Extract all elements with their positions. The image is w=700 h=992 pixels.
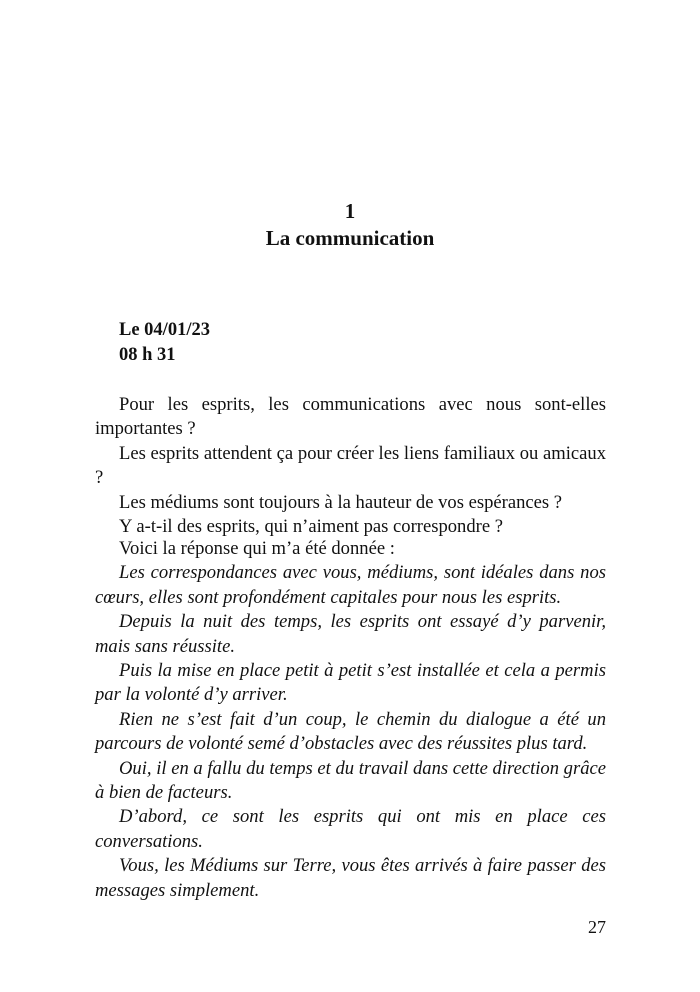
answer-paragraph: D’abord, ce sont les esprits qui ont mis en place ces conversations.	[95, 806, 606, 852]
answer-paragraph: Depuis la nuit des temps, les esprits ont essayé d’y parvenir, mais sans réussite.	[95, 611, 606, 657]
answer-paragraph: Vous, les Médiums sur Terre, vous êtes arrivés à faire passer des messages simplement.	[95, 855, 606, 901]
question: Les médiums sont toujours à la hauteur de vos espérances ?	[119, 491, 563, 513]
question: Y a-t-il des esprits, qui n’aiment pas correspondre ?	[119, 516, 503, 538]
page-number: 27	[588, 917, 606, 937]
question: Pour les esprits, les communications avec nous sont-elles importantes ?	[95, 394, 606, 440]
answer-intro: Voici la réponse qui m’a été donnée :	[119, 538, 395, 559]
answer-paragraph: Puis la mise en place petit à petit s’est installée et cela a permis par la volonté d’y arriver.	[95, 660, 606, 706]
question: Les esprits attendent ça pour créer les liens familiaux ou amicaux ?	[95, 442, 606, 489]
answer-paragraph: Les correspondances avec vous, médiums, sont idéales dans nos cœurs, elles sont profondément capitales pour nous les esprits.	[95, 562, 606, 608]
entry-time: 08 h 31	[119, 345, 176, 365]
answer-paragraph: Oui, il en a fallu du temps et du travail dans cette direction grâce à bien de facteurs.	[95, 757, 606, 804]
answer-paragraph: Rien ne s’est fait d’un coup, le chemin du dialogue a été un parcours de volonté semé d’obstacles avec des réussites plus tard.	[95, 708, 606, 755]
questions	[95, 393, 606, 539]
chapter-title: La communication	[265, 226, 435, 250]
entry-date: Le 04/01/23	[119, 320, 210, 340]
chapter-number: 1	[344, 199, 356, 223]
answer	[95, 537, 606, 903]
